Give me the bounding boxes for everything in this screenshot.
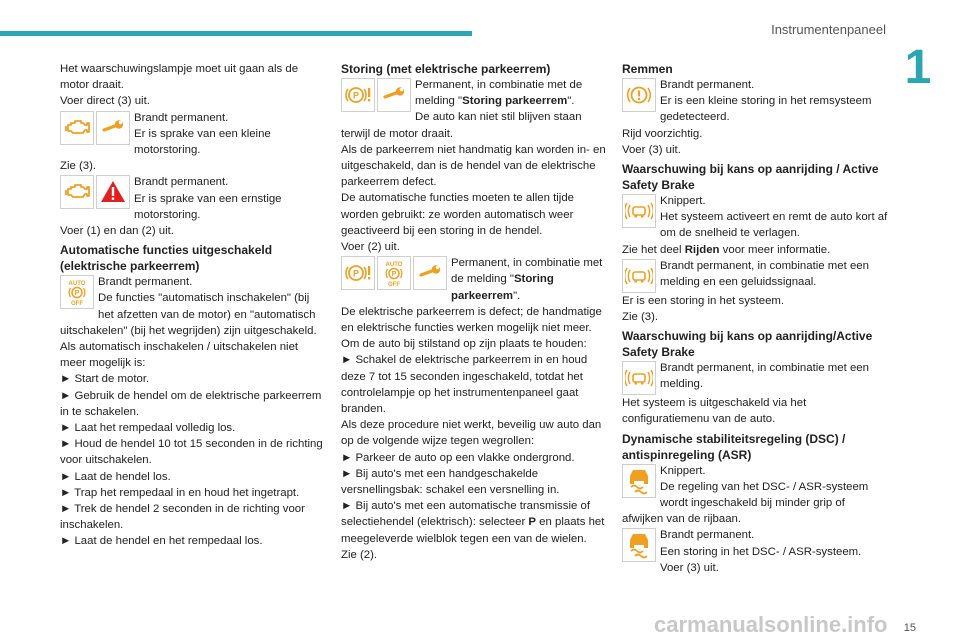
paragraph: Zie (3). <box>60 160 97 173</box>
parking-brake-fault-icon <box>341 256 375 290</box>
lamp-state: Brandt permanent. <box>134 176 229 189</box>
section-heading: Waarschuwing bij kans op aanrijding / Active Safety Brake <box>622 162 879 193</box>
page-number: 15 <box>903 622 916 634</box>
paragraph: Voer (1) en dan (2) uit. <box>60 225 174 238</box>
paragraph: De auto kan niet stil blijven staan terwijl de motor draait. <box>341 111 582 140</box>
lamp-state: Permanent, in combinatie met de melding "Storing parkeerrem". <box>451 257 603 302</box>
list-item: ► Laat de hendel los. <box>60 469 326 485</box>
list-item: ► Laat de hendel en het rempedaal los. <box>60 533 326 549</box>
wrench-icon <box>96 111 130 145</box>
list-item: ► Bij auto's met een automatische transmissie of selectiehendel (elektrisch): selecteer P en plaats het meegeleverde wielblok tegen een van de wielen. <box>341 498 607 547</box>
paragraph: De elektrische parkeerrem is defect; de handmatige en elektrische functies werken mogelijk niet meer. <box>341 305 602 335</box>
paragraph: Als deze procedure niet werkt, beveilig uw auto dan op de volgende wijze tegen wegrollen: <box>341 419 602 448</box>
paragraph: Als automatisch inschakelen / uitschakelen niet meer mogelijk is: <box>60 341 299 370</box>
warning-lamp-entry <box>622 360 888 392</box>
paragraph: Het systeem is uitgeschakeld via het configuratiemenu van de auto. <box>622 397 807 426</box>
header-accent-bar <box>0 31 472 36</box>
paragraph: De automatische functies moeten te allen tijde worden gebruikt: ze worden automatisch weer geactiveerd bij een storing in de hendel. <box>341 192 575 237</box>
paragraph: Zie het deel Rijden voor meer informatie. <box>622 243 831 256</box>
list-item: ► Trap het rempedaal in en houd het ingetrapt. <box>60 485 326 501</box>
paragraph: Zie (2). <box>341 548 378 561</box>
paragraph: Zie (3). <box>622 311 659 324</box>
engine-icon <box>60 111 94 145</box>
parking-brake-fault-icon <box>341 78 375 112</box>
warning-lamp-entry <box>341 255 607 304</box>
lamp-description: Er is sprake van een kleine motorstoring. <box>134 127 271 157</box>
lamp-description: Er is een kleine storing in het remsysteem gedetecteerd. <box>660 95 872 124</box>
section-heading: Remmen <box>622 62 673 76</box>
lamp-description: Er is sprake van een ernstige motorstoring. <box>134 192 282 221</box>
warning-lamp-entry <box>60 110 326 159</box>
lamp-description: De functies "automatisch inschakelen" (bij het afzetten van de motor) en "automatisch uitschakelen" (bij het wegrijden) zijn uitgeschakeld. <box>60 292 317 337</box>
wrench-icon <box>413 256 447 290</box>
paragraph: Voer (3) uit. <box>660 561 719 574</box>
section-heading: Storing (met elektrische parkeerrem) <box>341 62 551 76</box>
collision-warning-icon <box>622 194 656 228</box>
lamp-state: Permanent, in combinatie met de melding "Storing parkeerrem". <box>415 79 583 108</box>
warning-lamp-entry <box>622 77 888 126</box>
paragraph: Voer (2) uit. <box>341 241 400 254</box>
stability-control-icon <box>622 464 656 498</box>
list-item: ► Start de motor. <box>60 371 326 387</box>
warning-lamp-entry <box>622 258 888 290</box>
paragraph: Er is een storing in het systeem. <box>622 294 785 307</box>
watermark: carmanualsonline.info <box>654 612 888 637</box>
brake-warning-icon <box>622 78 656 112</box>
list-item: ► Schakel de elektrische parkeerrem in en houd deze 7 tot 15 seconden ingeschakeld, totdat het controlelampje op het instrumentenpaneel gaat branden. <box>341 352 607 417</box>
warning-lamp-entry <box>60 274 326 339</box>
paragraph: Voer direct (3) uit. <box>60 95 150 108</box>
column-1 <box>60 61 326 550</box>
lamp-state: Knippert. <box>660 195 706 208</box>
auto-p-off-icon <box>60 275 94 309</box>
column-3 <box>622 61 888 576</box>
engine-icon <box>60 175 94 209</box>
paragraph: Rijd voorzichtig. <box>622 127 703 140</box>
bullet-list <box>341 450 607 499</box>
section-heading: Waarschuwing bij kans op aanrijding/Active Safety Brake <box>622 329 873 360</box>
chapter-number: 1 <box>904 41 932 94</box>
lamp-description: Het systeem activeert en remt de auto kort af om de snelheid te verlagen. <box>660 211 888 240</box>
lamp-state: Brandt permanent, in combinatie met een melding. <box>660 362 869 391</box>
lamp-state: Knippert. <box>660 464 706 477</box>
paragraph: Voer (3) uit. <box>622 143 681 156</box>
warning-triangle-icon <box>96 175 130 209</box>
paragraph: Als de parkeerrem niet handmatig kan worden in- en uitgeschakeld, dan is de hendel van de elektrische parkeerrem defect. <box>341 143 606 189</box>
wrench-icon <box>377 78 411 112</box>
lamp-description: De regeling van het DSC- / ASR-systeem wordt ingeschakeld bij minder grip of afwijken van de rijbaan. <box>622 480 869 526</box>
section-heading: Automatische functies uitgeschakeld (elektrische parkeerrem) <box>60 243 273 274</box>
column-2 <box>341 61 607 563</box>
warning-lamp-entry <box>622 193 888 242</box>
list-item: ► Parkeer de auto op een vlakke ondergrond. <box>341 450 607 466</box>
warning-lamp-entry <box>341 77 607 109</box>
lamp-state: Brandt permanent. <box>134 111 229 124</box>
lamp-state: Brandt permanent. <box>660 529 755 542</box>
list-item: ► Laat het rempedaal volledig los. <box>60 420 326 436</box>
warning-lamp-entry <box>622 527 888 559</box>
warning-lamp-entry <box>60 174 326 223</box>
lamp-state: Brandt permanent, in combinatie met een melding en een geluidssignaal. <box>660 259 869 289</box>
section-title: Instrumentenpaneel <box>771 22 886 37</box>
auto-p-off-icon <box>377 256 411 290</box>
warning-lamp-entry <box>622 463 888 528</box>
lamp-state: Brandt permanent. <box>98 276 193 289</box>
list-item: ► Bij auto's met een handgeschakelde versnellingsbak: schakel een versnelling in. <box>341 466 607 498</box>
list-item: ► Gebruik de hendel om de elektrische parkeerrem in te schakelen. <box>60 388 326 420</box>
lamp-description: Een storing in het DSC- / ASR-systeem. <box>660 545 862 558</box>
paragraph: Het waarschuwingslampje moet uit gaan als de motor draait. <box>60 63 299 92</box>
lamp-state: Brandt permanent. <box>660 79 755 91</box>
collision-warning-icon <box>622 361 656 395</box>
collision-warning-icon <box>622 259 656 293</box>
list-item: ► Trek de hendel 2 seconden in de richting voor inschakelen. <box>60 501 326 533</box>
section-heading: Dynamische stabiliteitsregeling (DSC) / antispinregeling (ASR) <box>622 431 846 462</box>
stability-control-icon <box>622 528 656 562</box>
paragraph: Om de auto bij stilstand op zijn plaats te houden: <box>341 338 587 351</box>
bullet-list <box>60 371 326 549</box>
list-item: ► Houd de hendel 10 tot 15 seconden in de richting voor uitschakelen. <box>60 436 326 468</box>
bullet-list <box>341 352 607 417</box>
